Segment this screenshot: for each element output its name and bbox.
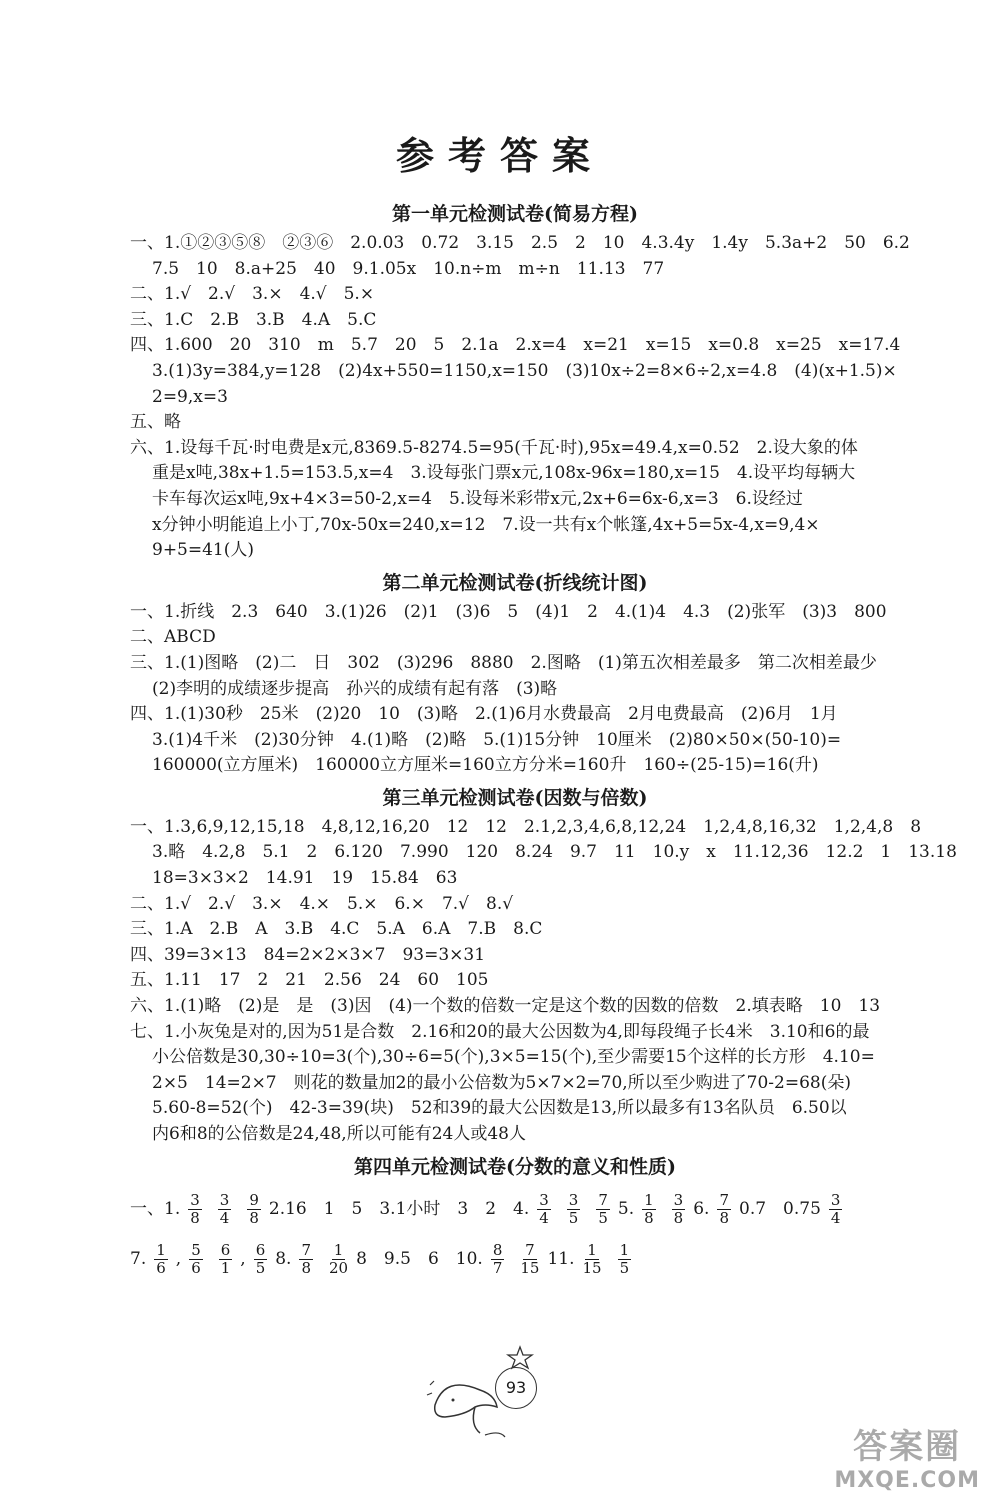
answer-text: 一、1. (130, 1198, 181, 1219)
unit3-answers (130, 815, 957, 1148)
fraction (154, 1242, 168, 1277)
unit2-answers (130, 600, 900, 779)
fraction-denominator: 8 (249, 1208, 259, 1227)
fraction-numerator: 3 (568, 1190, 579, 1209)
page-title: 参考答案 (395, 133, 604, 178)
page-number: 93 (495, 1367, 537, 1409)
answer-line: 重是x吨,38x+1.5=153.5,x=4 3.设每张门票x元,108x-96x=180,x=15 4.设平均每辆大 (152, 463, 856, 484)
fraction-denominator: 7 (492, 1258, 503, 1277)
answer-line: 六、1.(1)略 (2)是 是 (3)因 (4)一个数的倍数一定是这个数的因数的倍数 2.填表略 10 13 (130, 996, 881, 1017)
fraction (299, 1242, 313, 1277)
fraction-denominator: 6 (156, 1258, 166, 1277)
fraction-denominator: 5 (619, 1258, 630, 1277)
unit4-title: 第四单元检测试卷(分数的意义和性质) (354, 1155, 676, 1178)
answer-line: 四、39=3×13 84=2×2×3×7 93=3×31 (130, 944, 486, 965)
fraction-denominator: 8 (190, 1208, 200, 1227)
answer-line: 五、略 (130, 412, 181, 433)
answer-text: , (240, 1248, 246, 1269)
fraction-numerator: 7 (598, 1190, 608, 1209)
answer-line: 一、1.①②③⑤⑧ ②③⑥ 2.0.03 0.72 3.15 2.5 2 10 4.3.4y 1.4y 5.3a+2 50 6.2 (130, 233, 910, 253)
answer-line: 二、1.√ 2.√ 3.× 4.× 5.× 6.× 7.√ 8.√ (130, 893, 514, 914)
fraction (537, 1192, 551, 1227)
fraction-numerator: 1 (587, 1240, 597, 1259)
answer-line: 3.略 4.2,8 5.1 2 6.120 7.990 120 8.24 9.7 11 10.y x 11.12,36 12.2 1 13.18 (152, 842, 957, 863)
answer-line: 2=9,x=3 (152, 386, 228, 407)
answer-line: 160000(立方厘米) 160000立方厘米=160立方分米=160升 160÷(25-15)=16(升) (152, 755, 819, 776)
fraction (717, 1192, 731, 1227)
answer-line: 二、1.√ 2.√ 3.× 4.√ 5.× (130, 284, 375, 305)
fraction (567, 1192, 581, 1227)
fraction-numerator: 3 (219, 1190, 230, 1209)
answer-line: 六、1.设每千瓦·时电费是x元,8369.5-8274.5=95(千瓦·时),95x=49.4,x=0.52 2.设大象的体 (130, 437, 858, 458)
answer-line: 七、1.小灰兔是对的,因为51是合数 2.16和20的最大公因数为4,即每段绳子长4米 3.10和6的最 (130, 1021, 870, 1042)
answer-line: (2)李明的成绩逐步提高 孙兴的成绩有起有落 (3)略 (152, 678, 558, 699)
answer-content (130, 195, 957, 1284)
answer-text: , (175, 1248, 182, 1269)
answer-line: 三、1.A 2.B A 3.B 4.C 5.A 6.A 7.B 8.C (130, 919, 543, 940)
answer-text: 0.7 0.75 (739, 1198, 821, 1219)
answer-line: 3.(1)3y=384,y=128 (2)4x+550=1150,x=150 (3)10x÷2=8×6÷2,x=4.8 (4)(x+1.5)× (152, 360, 897, 381)
fraction (491, 1242, 505, 1277)
fraction (642, 1192, 656, 1227)
fraction-denominator: 8 (644, 1208, 654, 1227)
fraction-denominator: 8 (673, 1208, 684, 1227)
answer-line: 四、1.(1)30秒 25米 (2)20 10 (3)略 2.(1)6月水费最高 2月电费最高 (2)6月 1月 (130, 704, 838, 725)
fraction-denominator: 15 (520, 1258, 540, 1277)
unit1-title: 第一单元检测试卷(简易方程) (392, 203, 638, 225)
answer-line: 一、1.折线 2.3 640 3.(1)26 (2)1 (3)6 5 (4)1 2 4.(1)4 4.3 (2)张军 (3)3 800 (130, 601, 887, 622)
fraction (188, 1192, 202, 1227)
watermark-url: MXQE.COM (834, 1468, 980, 1493)
unit1-answers (130, 231, 910, 564)
fraction-numerator: 3 (539, 1190, 549, 1209)
fraction (618, 1242, 632, 1277)
fraction-numerator: 1 (619, 1240, 630, 1259)
answer-text: 7. (130, 1248, 147, 1269)
fraction-denominator: 1 (220, 1258, 231, 1277)
fraction-numerator: 7 (719, 1190, 729, 1209)
answer-line: 一、1.3,6,9,12,15,18 4,8,12,16,20 12 12 2.1,2,3,4,6,8,12,24 1,2,4,8,16,32 1,2,4,8 8 (130, 816, 922, 837)
answer-text: 11. (547, 1248, 575, 1269)
fraction-denominator: 20 (329, 1258, 349, 1277)
fraction (520, 1242, 539, 1277)
unit4-answers-row2 (130, 1234, 900, 1284)
answer-line: 5.60-8=52(个) 42-3=39(块) 52和39的最大公因数是13,所以最多有13名队员 6.50以 (152, 1098, 847, 1119)
answer-line: 三、1.(1)图略 (2)二 日 302 (3)296 8880 2.图略 (1)第五次相差最多 第二次相差最少 (130, 652, 877, 673)
answer-line: 四、1.600 20 310 m 5.7 20 5 2.1a 2.x=4 x=21 x=15 x=0.8 x=25 x=17.4 (130, 335, 901, 356)
watermark-logo: 答案圈 (853, 1427, 962, 1467)
fraction (247, 1192, 261, 1227)
answer-line: 卡车每次运x吨,9x+4×3=50-2,x=4 5.设每米彩带x元,2x+6=6x-6,x=3 6.设经过 (152, 488, 803, 509)
fraction-numerator: 8 (492, 1240, 503, 1259)
fraction (596, 1192, 610, 1227)
answer-line: 9+5=41(人) (152, 540, 255, 561)
fraction (672, 1192, 686, 1227)
fraction-numerator: 6 (255, 1240, 266, 1259)
answer-line: 3.(1)4千米 (2)30分钟 4.(1)略 (2)略 5.(1)15分钟 10厘米 (2)80×50×(50-10)= (152, 729, 842, 750)
fraction-numerator: 6 (220, 1240, 231, 1259)
answer-line: 三、1.C 2.B 3.B 4.A 5.C (130, 309, 377, 330)
fraction (829, 1192, 843, 1227)
unit3-title: 第三单元检测试卷(因数与倍数) (382, 786, 648, 809)
fraction-numerator: 9 (249, 1190, 259, 1209)
answer-text: 2.16 1 5 3.1小时 3 2 4. (268, 1198, 530, 1219)
fraction-denominator: 8 (719, 1208, 729, 1227)
fraction-denominator: 5 (568, 1208, 579, 1227)
answer-line: 7.5 10 8.a+25 40 9.1.05x 10.n÷m m÷n 11.13 77 (152, 258, 665, 279)
unit2-title: 第二单元检测试卷(折线统计图) (382, 571, 648, 594)
fraction-numerator: 5 (191, 1240, 201, 1259)
fraction-denominator: 4 (539, 1208, 549, 1227)
fraction-numerator: 1 (156, 1240, 166, 1259)
fraction-numerator: 7 (301, 1240, 312, 1259)
page-footer (425, 1345, 575, 1445)
fraction-denominator: 15 (582, 1258, 602, 1277)
answer-text: 5. (617, 1198, 635, 1219)
fraction-numerator: 1 (644, 1190, 654, 1209)
fraction (254, 1242, 268, 1277)
answer-line: 内6和8的公倍数是24,48,所以可能有24人或48人 (152, 1124, 526, 1144)
fraction-denominator: 5 (255, 1258, 266, 1277)
answer-line: 五、1.11 17 2 21 2.56 24 60 105 (130, 970, 489, 991)
answer-line: 二、ABCD (130, 627, 216, 648)
fraction-denominator: 8 (301, 1258, 312, 1277)
fraction-denominator: 4 (219, 1208, 230, 1227)
watermark (834, 1419, 980, 1493)
answer-line: 2×5 14=2×7 则花的数量加2的最小公倍数为5×7×2=70,所以至少购进了70-2=68(朵) (152, 1072, 851, 1093)
fraction (218, 1192, 232, 1227)
fraction (583, 1242, 602, 1277)
fraction (189, 1242, 203, 1277)
fraction-numerator: 7 (525, 1240, 535, 1259)
fraction-denominator: 5 (598, 1208, 608, 1227)
answer-line: 18=3×3×2 14.91 19 15.84 63 (152, 868, 458, 889)
fraction-numerator: 1 (333, 1240, 344, 1259)
fraction-numerator: 3 (673, 1190, 684, 1209)
answer-text: 6. (693, 1198, 710, 1219)
answer-line: x分钟小明能追上小丁,70x-50x=240,x=12 7.设一共有x个帐篷,4x+5=5x-4,x=9,4× (152, 514, 820, 535)
fraction-numerator: 3 (190, 1190, 200, 1209)
fraction-denominator: 6 (191, 1258, 201, 1277)
answer-text: 8 9.5 6 10. (356, 1248, 483, 1269)
fraction-denominator: 4 (830, 1208, 841, 1227)
fraction (329, 1242, 348, 1277)
fraction (219, 1242, 233, 1277)
unit4-answers-row1 (130, 1184, 900, 1234)
fraction-numerator: 3 (830, 1190, 841, 1209)
answer-text: 8. (275, 1248, 292, 1269)
answer-line: 小公倍数是30,30÷10=3(个),30÷6=5(个),3×5=15(个),至少需要15个这样的长方形 4.10= (152, 1047, 875, 1068)
